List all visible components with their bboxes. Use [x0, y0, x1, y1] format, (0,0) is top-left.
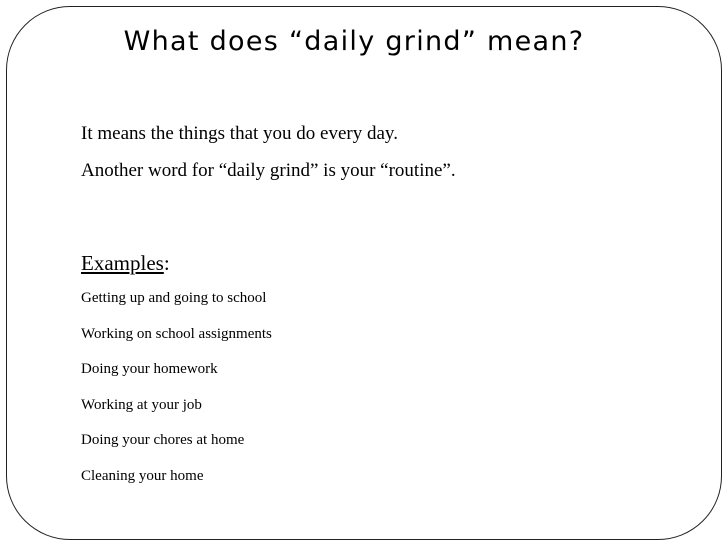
example-item: Doing your homework	[81, 361, 218, 377]
intro-line-1: It means the things that you do every day.	[81, 123, 398, 144]
examples-list	[81, 288, 681, 501]
example-item: Doing your chores at home	[81, 432, 245, 448]
slide-title: What does “daily grind” mean?	[123, 26, 585, 57]
spacer	[81, 194, 681, 250]
intro-line-2: Another word for “daily grind” is your “routine”.	[81, 160, 456, 181]
example-item: Cleaning your home	[81, 467, 204, 484]
example-item: Working at your job	[81, 396, 202, 413]
slide-content	[81, 120, 681, 484]
example-item: Getting up and going to school	[81, 290, 267, 306]
examples-colon: :	[163, 251, 170, 275]
example-item: Working on school assignments	[81, 325, 272, 342]
examples-label: Examples	[81, 251, 164, 275]
examples-heading	[81, 250, 681, 288]
